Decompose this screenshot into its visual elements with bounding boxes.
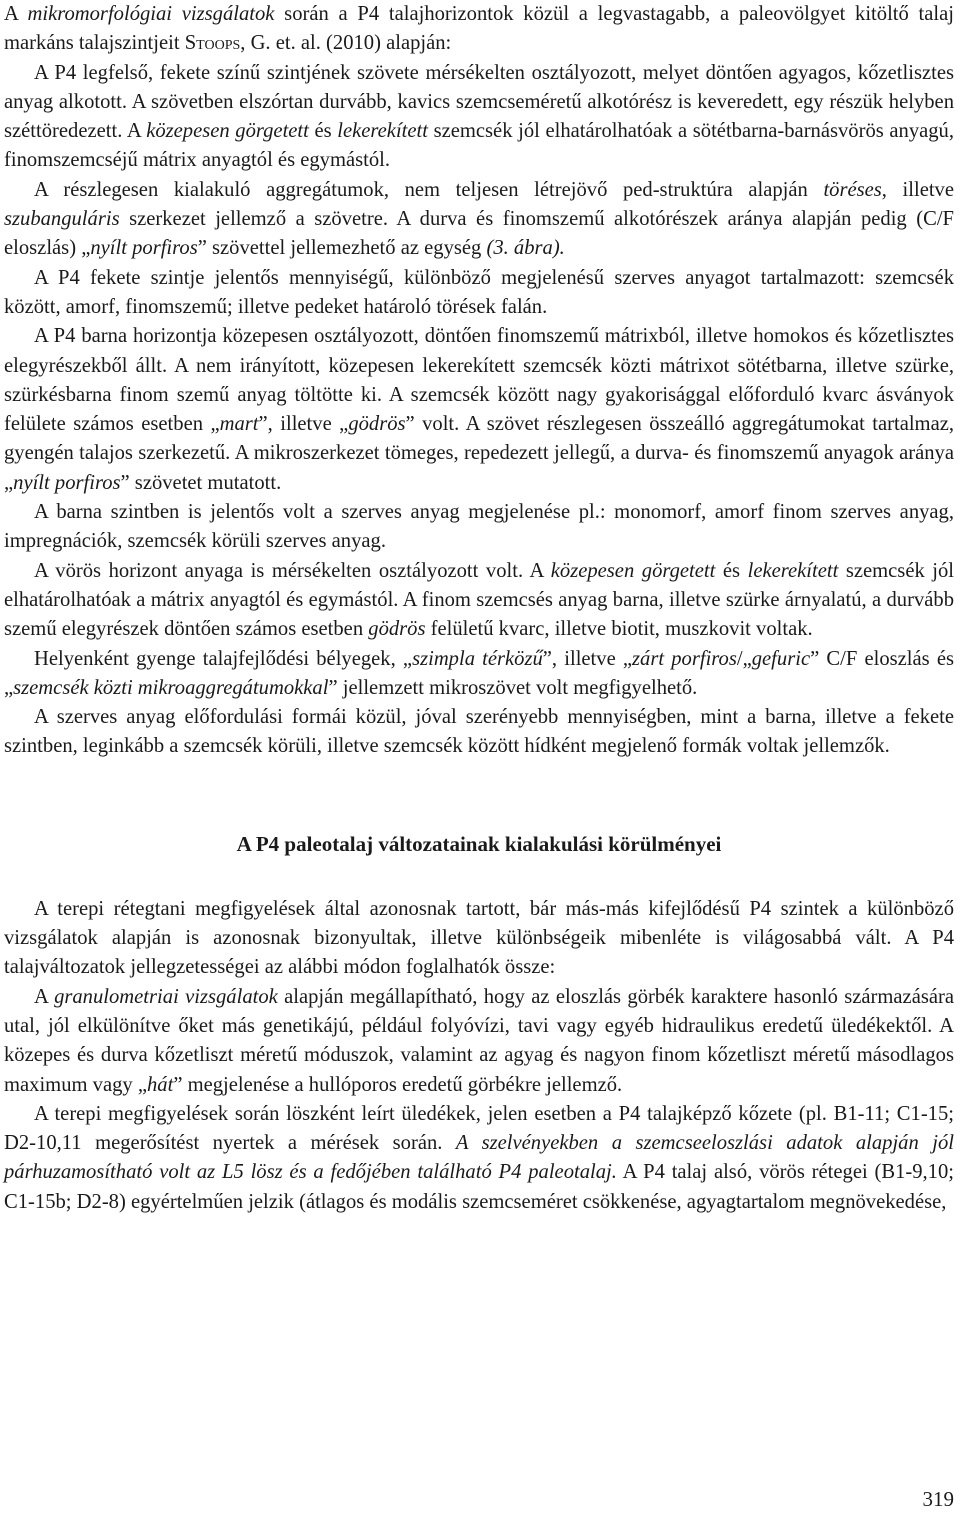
paragraph — [4, 557, 954, 645]
italic-text: közepesen görgetett — [550, 559, 716, 582]
italic-text: lekerekített — [337, 120, 428, 143]
italic-text: szemcsék közti mikroaggregátumokkal — [13, 676, 329, 699]
section-heading: A P4 paleotalaj változatainak kialakulási körülményei — [236, 831, 722, 856]
text-run: A P4 talaj alsó, vörös rétegei (B1-9,10; C1-15b; D2-8) egyértelműen jelzik (átlagos és modális szemcseméret csökkenése, agyagtartalom megnövekedése, — [4, 1161, 954, 1213]
text-run: felületű kvarc, illetve biotit, muszkovit voltak. — [425, 618, 813, 641]
small-caps-text: Stoops — [184, 32, 241, 55]
paragraph — [4, 645, 954, 704]
paragraph — [4, 59, 954, 176]
text-run: szemcsék jól elhatárolhatóak a mátrix anyagtól és egymástól. A finom szemcsés anyag barna, illetve szürke árnyalatú, a durvább szemű elegyrészek döntően számos esetben — [4, 559, 955, 641]
italic-text: nyílt porfiros — [90, 237, 198, 260]
italic-text: zárt porfiros — [632, 647, 737, 670]
text-run: A — [34, 985, 55, 1008]
text-run: ” megjelenése a hullóporos eredetű görbékre jellemző. — [173, 1073, 623, 1096]
paragraph — [4, 264, 954, 323]
text-run: szemcsék jól elhatárolhatóak a sötétbarna-barnásvörös anyagú, finomszemcséjű mátrix anyagtól és egymástól. — [4, 120, 954, 172]
italic-text: (3. ábra). — [486, 237, 565, 260]
text-run: A P4 barna horizontja közepesen osztályozott, döntően finomszemű mátrixból, illetve homokos és kőzetlisztes elegyrészekből állt. A nem irányított, közepesen lekerekített szemcsék közti mátrixot sötétbarna, illetve szürke, szürkésbarna finom szemű anyag töltötte ki. A szemcsék között nagy gyakorisággal előforduló kvarc ásványok felülete számos esetben „ — [4, 325, 954, 436]
paragraph — [4, 0, 954, 59]
italic-text: gefuric — [751, 647, 811, 670]
text-run: alapján megállapítható, hogy az eloszlás görbék karaktere hasonló származására utal, jól elkülönítve őket más genetikájú, például folyóvízi, tavi vagy egyéb hidraulikus eredetű üledékektől. A közepes és durva kőzetliszt méretű móduszok, valamint az agyag és nagyon finom kőzetliszt méretű másodlagos maximum vagy „ — [4, 985, 954, 1096]
text-run: ” jellemzett mikroszövet volt megfigyelhető. — [328, 676, 698, 699]
text-run: Helyenként gyenge talajfejlődési bélyegek, „ — [34, 647, 413, 670]
text-run: /„ — [736, 647, 752, 670]
italic-text: lekerekített — [747, 559, 839, 582]
italic-text: töréses — [823, 178, 882, 201]
text-run: A terepi rétegtani megfigyelések által azonosnak tartott, bár más-más kifejlődésű P4 szintek a különböző vizsgálatok alapján is azonosnak bizonyultak, illetve különbségeik mibenléte is világosabbá vált. A P4 talajváltozatok jellegzetességei az alábbi módon foglalhatók össze: — [4, 897, 954, 979]
page-number: 319 — [922, 1487, 954, 1511]
text-run: és — [308, 120, 338, 143]
paragraph — [4, 176, 954, 264]
italic-text: közepesen görgetett — [146, 120, 309, 143]
text-run: A vörös horizont anyaga is mérsékelten osztályozott volt. A — [34, 559, 551, 582]
text-run: , illetve — [881, 178, 954, 201]
section-formation — [4, 895, 954, 1217]
text-run: A szerves anyag előfordulási formái közül, jóval szerényebb mennyiségben, mint a barna, illetve a fekete szintben, leginkább a szemcsék körüli, illetve szemcsék között hídként megjelenő formák voltak jellemzők. — [4, 706, 954, 758]
paragraph — [4, 322, 954, 498]
text-run: ” szövettel jellemezhető az egység — [197, 237, 487, 260]
italic-text: mikromorfológiai vizsgálatok — [27, 3, 275, 25]
text-run: ” C/F eloszlás és „ — [4, 647, 954, 699]
paragraph — [4, 703, 954, 762]
text-run: A P4 legfelső, fekete színű szintjének szövete mérsékelten osztályozott, melyet döntően agyagos, kőzetlisztes anyag alkotott. A szövetben elszórtan durvább, kavics szemcseméretű alkotórész is keveredett, egy részük helyben széttöredezett. A — [4, 61, 954, 143]
text-run: ”, illetve „ — [258, 413, 349, 436]
text-run: ” szövetet mutatott. — [120, 471, 282, 494]
text-run: során a P4 talajhorizontok közül a legvastagabb, a paleovölgyet kitöltő talaj markáns talajszintjeit — [4, 3, 955, 55]
italic-text: szimpla térközű — [412, 647, 543, 670]
italic-text: mart — [219, 413, 259, 436]
italic-text: nyílt porfiros — [13, 471, 121, 494]
italic-text: hát — [146, 1073, 174, 1096]
text-run: A P4 fekete szintje jelentős mennyiségű, különböző megjelenésű szerves anyagot tartalmazott: szemcsék között, amorf, finomszemű; illetve pedeket határoló törések falán. — [4, 266, 954, 318]
italic-text: gödrös — [368, 618, 426, 641]
italic-text: A szelvényekben a szemcseeloszlási adatok alapján jól párhuzamosítható volt az L5 lösz és a fedőjében található P4 paleotalaj. — [4, 1132, 954, 1184]
text-run: szerkezet jellemző a szövetre. A durva és finomszemű alkotórészek aránya alapján pedig (C/F eloszlás) „ — [4, 208, 954, 260]
text-run: ” volt. A szövet részlegesen összeálló aggregátumokat tartalmaz, gyengén talajos szerkezetű. A mikroszerkezet tömeges, repedezett jellegű, a durva- és finomszemű anyagok aránya „ — [4, 413, 954, 494]
section-microscopy — [4, 0, 954, 762]
paragraph — [4, 1100, 954, 1217]
text-run: A — [4, 3, 28, 25]
document-page — [4, 0, 954, 1217]
paragraph — [4, 983, 954, 1100]
text-run: , G. et. al. (2010) alapján: — [240, 32, 452, 55]
text-run: A részlegesen kialakuló aggregátumok, nem teljesen létrejövő ped-struktúra alapján — [34, 178, 824, 201]
text-run: A terepi megfigyelések során löszként leírt üledékek, jelen esetben a P4 talajképző kőzete (pl. B1-11; C1-15; D2-10,11 megerősítést nyertek a mérések során. — [4, 1102, 954, 1155]
text-run: és — [715, 559, 748, 582]
italic-text: gödrös — [348, 413, 406, 436]
italic-text: szubanguláris — [4, 208, 120, 231]
paragraph — [4, 498, 954, 557]
text-run: A barna szintben is jelentős volt a szerves anyag megjelenése pl.: monomorf, amorf finom szerves anyag, impregnációk, szemcsék körüli szerves anyag. — [4, 501, 954, 553]
text-run: ”, illetve „ — [542, 647, 633, 670]
italic-text: granulometriai vizsgálatok — [54, 985, 278, 1008]
paragraph — [4, 895, 954, 983]
